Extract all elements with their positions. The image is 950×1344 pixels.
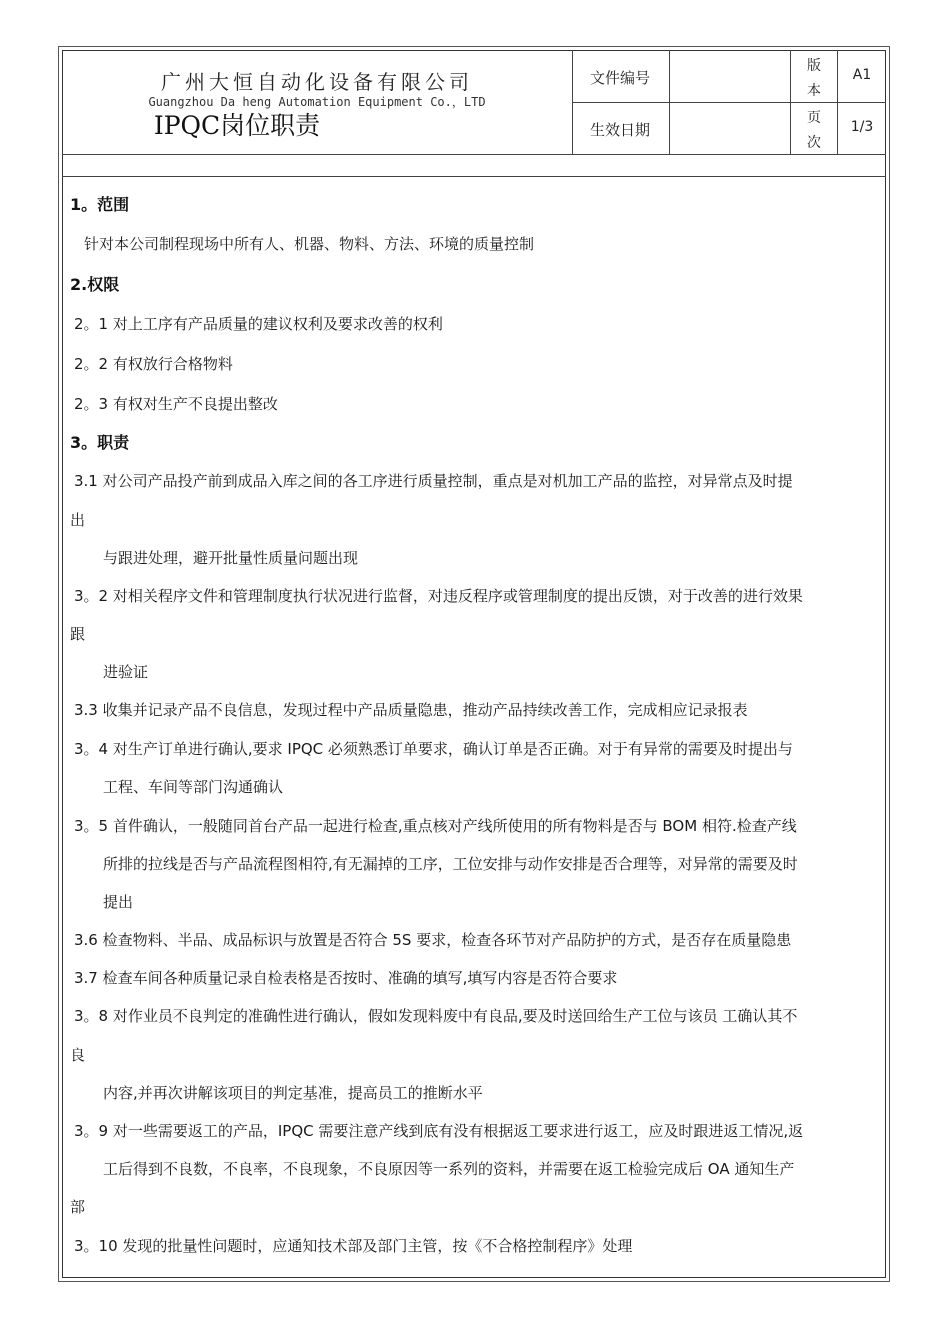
section-3-1-line1: 3.1 对公司产品投产前到成品入库之间的各工序进行质量控制，重点是对机加工产品的监控，对异常点及时提 <box>74 472 793 490</box>
section-3-5-line3: 提出 <box>103 893 134 911</box>
section-2-2: 2。2 有权放行合格物料 <box>74 355 233 373</box>
spacer-row-bottom-line <box>62 176 886 177</box>
section-3-5-line1: 3。5 首件确认，一般随同首台产品一起进行检查,重点核对产线所使用的所有物料是否与 BOM 相符.检查产线 <box>74 817 797 835</box>
section-3-6: 3.6 检查物料、半品、成品标识与放置是否符合 5S 要求，检查各环节对产品防护的方式，是否存在质量隐患 <box>74 931 792 949</box>
section-3-4-line2: 工程、车间等部门沟通确认 <box>103 778 284 796</box>
section-3-8-line3: 内容,并再次讲解该项目的判定基准，提高员工的推断水平 <box>103 1084 483 1102</box>
effective-date-label: 生效日期 <box>590 121 651 139</box>
section-3-9-line3: 部 <box>70 1198 86 1216</box>
file-number-label: 文件编号 <box>590 69 651 87</box>
section-2-3: 2。3 有权对生产不良提出整改 <box>74 395 278 413</box>
company-name-cn: 广州大恒自动化设备有限公司 <box>161 70 473 94</box>
section-3-2-line1: 3。2 对相关程序文件和管理制度执行状况进行监督，对违反程序或管理制度的提出反馈，对于改善的进行效果 <box>74 587 803 605</box>
section-3-1-line3: 与跟进处理，避开批量性质量问题出现 <box>103 549 359 567</box>
section-3-2-line2: 跟 <box>70 625 86 643</box>
version-label-line1: 版 <box>807 58 821 74</box>
section-1-heading: 1。范围 <box>70 195 130 214</box>
section-3-10: 3。10 发现的批量性问题时，应通知技术部及部门主管，按《不合格控制程序》处理 <box>74 1237 633 1255</box>
page-label-line1: 页 <box>807 110 821 126</box>
section-3-4-line1: 3。4 对生产订单进行确认,要求 IPQC 必须熟悉订单要求，确认订单是否正确。对于有异常的需要及时提出与 <box>74 740 793 758</box>
version-value: A1 <box>852 67 872 83</box>
section-3-5-line2: 所排的拉线是否与产品流程图相符,有无漏掉的工序，工位安排与动作安排是否合理等，对异常的需要及时 <box>103 855 798 873</box>
header-col-divider-2 <box>669 50 670 154</box>
header-row-divider <box>572 102 886 103</box>
header-col-divider-1 <box>572 50 573 154</box>
section-1-text: 针对本公司制程现场中所有人、机器、物料、方法、环境的质量控制 <box>84 235 535 253</box>
section-3-1-line2: 出 <box>70 511 86 529</box>
section-3-2-line3: 进验证 <box>103 663 149 681</box>
section-3-7: 3.7 检查车间各种质量记录自检表格是否按时、准确的填写,填写内容是否符合要求 <box>74 969 618 987</box>
section-2-1: 2。1 对上工序有产品质量的建议权利及要求改善的权利 <box>74 315 443 333</box>
document-title: IPQC岗位职责 <box>153 111 321 140</box>
section-3-8-line2: 良 <box>70 1046 86 1064</box>
section-3-9-line2: 工后得到不良数，不良率，不良现象，不良原因等一系列的资料，并需要在返工检验完成后 OA 通知生产 <box>103 1160 795 1178</box>
header-col-divider-4 <box>837 50 838 154</box>
company-name-en: Guangzhou Da heng Automation Equipment Co.，LTD <box>148 95 486 109</box>
section-2-heading: 2.权限 <box>70 275 120 294</box>
section-3-9-line1: 3。9 对一些需要返工的产品，IPQC 需要注意产线到底有没有根据返工要求进行返工，应及时跟进返工情况,返 <box>74 1122 804 1140</box>
header-bottom-line <box>62 154 886 155</box>
section-3-8-line1: 3。8 对作业员不良判定的准确性进行确认，假如发现料废中有良品,要及时送回给生产工位与该员 工确认其不 <box>74 1007 798 1025</box>
section-3-heading: 3。职责 <box>70 433 130 452</box>
page-value: 1/3 <box>850 119 874 135</box>
version-label-line2: 本 <box>807 83 821 99</box>
section-3-3: 3.3 收集并记录产品不良信息，发现过程中产品质量隐患，推动产品持续改善工作，完成相应记录报表 <box>74 701 748 719</box>
page-label-line2: 次 <box>807 135 821 151</box>
